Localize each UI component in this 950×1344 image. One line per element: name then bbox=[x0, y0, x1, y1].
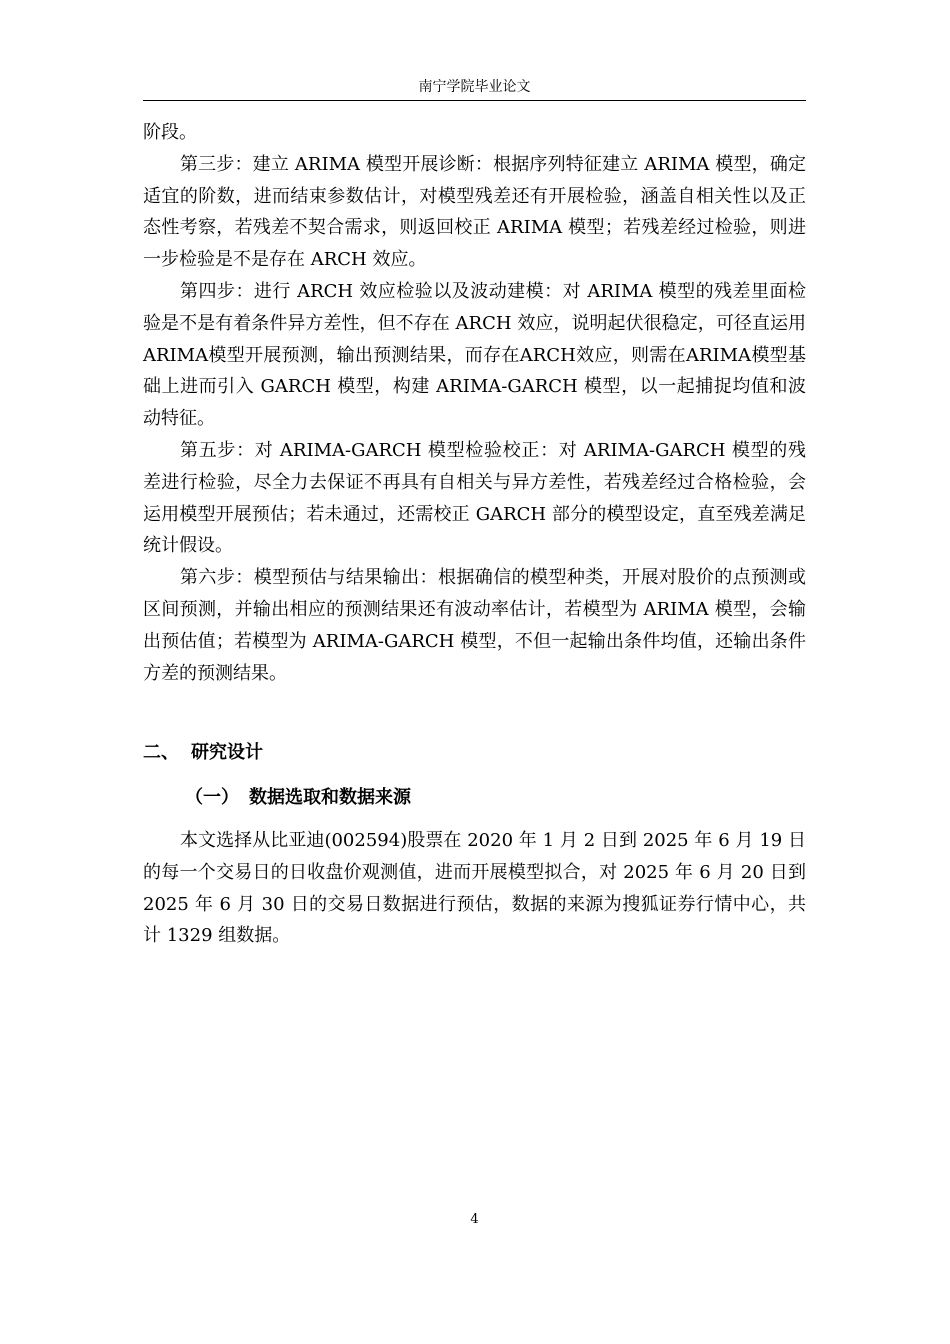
paragraph-step-five: 第五步：对 ARIMA-GARCH 模型检验校正：对 ARIMA-GARCH 模型的残差进行检验，尽全力去保证不再具有自相关与异方差性，若残差经过合格检验，会运用模型开展预估；若未通过，还需校正 GARCH 部分的模型设定，直至残差满足统计假设。 bbox=[143, 439, 806, 557]
section-number: 二、 bbox=[143, 742, 179, 763]
header-rule bbox=[143, 100, 806, 101]
data-source-block bbox=[143, 825, 806, 952]
paragraph-continuation: 阶段。 bbox=[143, 122, 197, 143]
subsection-heading bbox=[185, 784, 411, 812]
page-number: 4 bbox=[470, 1212, 479, 1227]
page-header: 南宁学院毕业论文 bbox=[418, 79, 531, 95]
paragraph-step-three: 第三步：建立 ARIMA 模型开展诊断：根据序列特征建立 ARIMA 模型，确定适宜的阶数，进而结束参数估计，对模型残差还有开展检验，涵盖自相关性以及正态性考察，若残差不契合需求，则返回校正 ARIMA 模型；若残差经过检验，则进一步检验是不是存在 ARCH 效应。 bbox=[143, 153, 806, 271]
section-heading bbox=[143, 739, 263, 767]
paragraph-data-source: 本文选择从比亚迪(002594)股票在 2020 年 1 月 2 日到 2025 年 6 月 19 日的每一个交易日的日收盘价观测值，进而开展模型拟合，对 2025 年 6 月 20 日到 2025 年 6 月 30 日的交易日数据进行预估，数据的来源为搜狐证券行情中心，共计 1329 组数据。 bbox=[143, 830, 806, 947]
paragraph-step-four: 第四步：进行 ARCH 效应检验以及波动建模：对 ARIMA 模型的残差里面检验是不是有着条件异方差性，但不存在 ARCH 效应，说明起伏很稳定，可径直运用ARIMA模型开展预测，输出预测结果，而存在ARCH效应，则需在ARIMA模型基础上进而引入 GARCH 模型，构建 ARIMA-GARCH 模型，以一起捕捉均值和波动特征。 bbox=[143, 280, 806, 430]
subsection-number: （一） bbox=[185, 787, 239, 808]
body-text-block bbox=[143, 117, 806, 689]
subsection-title: 数据选取和数据来源 bbox=[249, 787, 411, 808]
paragraph-step-six: 第六步：模型预估与结果输出：根据确信的模型种类，开展对股价的点预测或区间预测，并输出相应的预测结果还有波动率估计，若模型为 ARIMA 模型，会输出预估值；若模型为 ARIMA-GARCH 模型，不但一起输出条件均值，还输出条件方差的预测结果。 bbox=[143, 567, 806, 684]
section-title: 研究设计 bbox=[191, 742, 263, 763]
